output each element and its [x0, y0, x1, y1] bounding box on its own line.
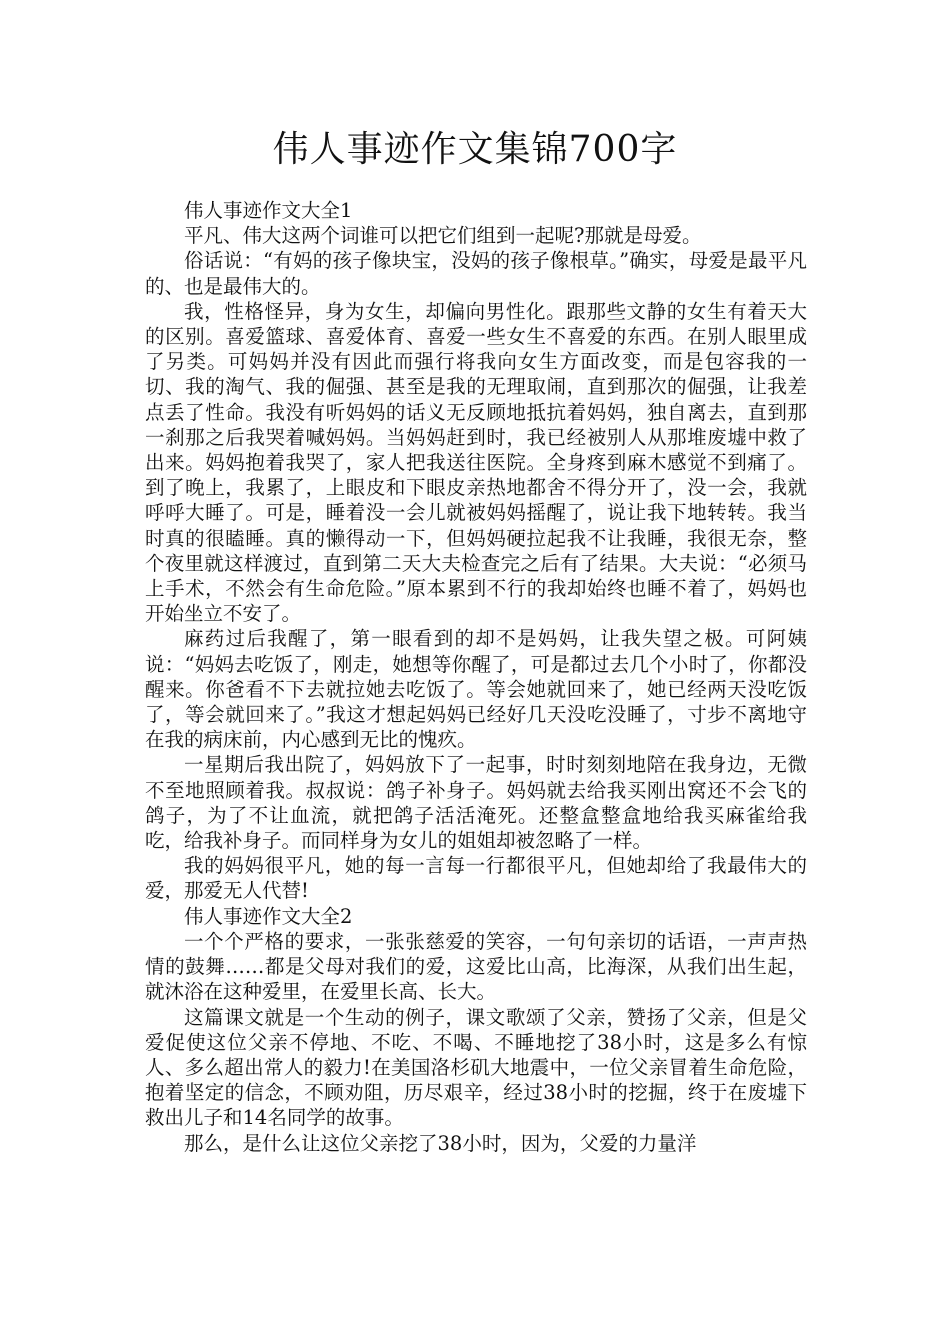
paragraph: 我，性格怪异，身为女生，却偏向男性化。跟那些文静的女生有着天大的区别。喜爱篮球、喜爱体育、喜爱一些女生不喜爱的东西。在别人眼里成了另类。可妈妈并没有因此而强行将我向女生方面改变，而是包容我的一切、我的淘气、我的倔强、甚至是我的无理取闹，直到那次的倔强，让我差点丢了性命。我没有听妈妈的话义无反顾地抵抗着妈妈，独自离去，直到那一刹那之后我哭着喊妈妈。当妈妈赶到时，我已经被别人从那堆废墟中救了出来。妈妈抱着我哭了，家人把我送往医院。全身疼到麻木感觉不到痛了。到了晚上，我累了，上眼皮和下眼皮亲热地都舍不得分开了，没一会，我就呼呼大睡了。可是，睡着没一会儿就被妈妈摇醒了，说让我下地转转。我当时真的很瞌睡。真的懒得动一下，但妈妈硬拉起我不让我睡，我很无奈，整个夜里就这样渡过，直到第二天大夫检查完之后有了结果。大夫说：“必须马上手术，不然会有生命危险。”原本累到不行的我却始终也睡不着了，妈妈也开始坐立不安了。	[145, 299, 807, 626]
document-body	[145, 198, 807, 1156]
paragraph: 那么，是什么让这位父亲挖了38小时，因为，父爱的力量洋	[184, 1131, 697, 1155]
paragraph: 一星期后我出院了，妈妈放下了一起事，时时刻刻地陪在我身边，无微不至地照顾着我。叔叔说：鸽子补身子。妈妈就去给我买刚出窝还不会飞的鸽子，为了不让血流，就把鸽子活活淹死。还整盒整盒地给我买麻雀给我吃，给我补身子。而同样身为女儿的姐姐却被忽略了一样。	[145, 753, 807, 853]
paragraph: 我的妈妈很平凡，她的每一言每一行都很平凡，但她却给了我最伟大的爱，那爱无人代替!	[145, 854, 807, 903]
section-heading-2: 伟人事迹作文大全2	[184, 904, 353, 928]
paragraph: 这篇课文就是一个生动的例子，课文歌颂了父亲，赞扬了父亲，但是父爱促使这位父亲不停地、不吃、不喝、不睡地挖了38小时，这是多么有惊人、多么超出常人的毅力!在美国洛杉矶大地震中，一位父亲冒着生命危险，抱着坚定的信念，不顾劝阻，历尽艰辛，经过38小时的挖掘，终于在废墟下救出儿子和14名同学的故事。	[145, 1005, 807, 1130]
paragraph: 平凡、伟大这两个词谁可以把它们组到一起呢?那就是母爱。	[184, 224, 702, 248]
paragraph: 俗话说：“有妈的孩子像块宝，没妈的孩子像根草。”确实，母爱是最平凡的、也是最伟大的。	[145, 249, 807, 298]
paragraph: 一个个严格的要求，一张张慈爱的笑容，一句句亲切的话语，一声声热情的鼓舞……都是父母对我们的爱，这爱比山高，比海深，从我们出生起，就沐浴在这种爱里，在爱里长高、长大。	[145, 929, 807, 1004]
section-heading-1: 伟人事迹作文大全1	[184, 199, 353, 222]
paragraph: 麻药过后我醒了，第一眼看到的却不是妈妈，让我失望之极。可阿姨说：“妈妈去吃饭了，刚走，她想等你醒了，可是都过去几个小时了，你都没醒来。你爸看不下去就拉她去吃饭了。等会她就回来了，她已经两天没吃饭了，等会就回来了。”我这才想起妈妈已经好几天没吃没睡了，寸步不离地守在我的病床前，内心感到无比的愧疚。	[145, 627, 807, 752]
document-title: 伟人事迹作文集锦700字	[272, 129, 678, 170]
